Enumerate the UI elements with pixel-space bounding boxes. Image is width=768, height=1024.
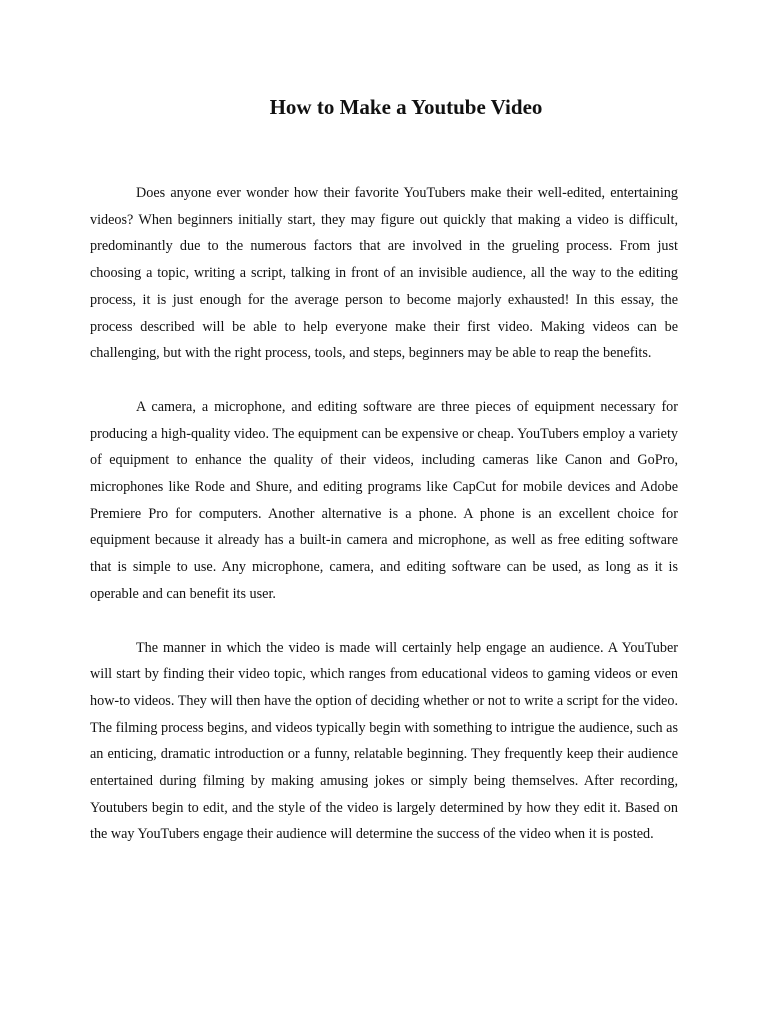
paragraph-equipment: A camera, a microphone, and editing software are three pieces of equipment necessary for producing a high-quality video. The equipment can be expensive or cheap. YouTubers employ a variety of equipment to enhance the quality of their videos, including cameras like Canon and GoPro, microphones like Rode and Shure, and editing programs like CapCut for mobile devices and Adobe Premiere Pro for computers. Another alternative is a phone. A phone is an excellent choice for equipment because it already has a built-in camera and microphone, as well as free editing software that is simple to use. Any microphone, camera, and editing software can be used, as long as it is operable and can benefit its user. <box>90 398 678 602</box>
document-title: How to Make a Youtube Video <box>269 95 543 119</box>
document-body <box>90 180 678 875</box>
paragraph-intro: Does anyone ever wonder how their favorite YouTubers make their well-edited, entertaining videos? When beginners initially start, they may figure out quickly that making a video is difficult, predominantly due to the numerous factors that are involved in the grueling process. From just choosing a topic, writing a script, talking in front of an invisible audience, all the way to the editing process, it is just enough for the average person to become majorly exhausted! In this essay, the process described will be able to help everyone make their first video. Making videos can be challenging, but with the right process, tools, and steps, beginners may be able to reap the benefits. <box>90 185 678 362</box>
paragraph-process: The manner in which the video is made will certainly help engage an audience. A YouTuber will start by finding their video topic, which ranges from educational videos to gaming videos or even how-to videos. They will then have the option of deciding whether or not to write a script for the video. The filming process begins, and videos typically begin with something to intrigue the audience, such as an enticing, dramatic introduction or a funny, relatable beginning. They frequently keep their audience entertained during filming by making amusing jokes or simply being themselves. After recording, Youtubers begin to edit, and the style of the video is largely determined by how they edit it. Based on the way YouTubers engage their audience will determine the success of the video when it is posted. <box>90 639 678 843</box>
